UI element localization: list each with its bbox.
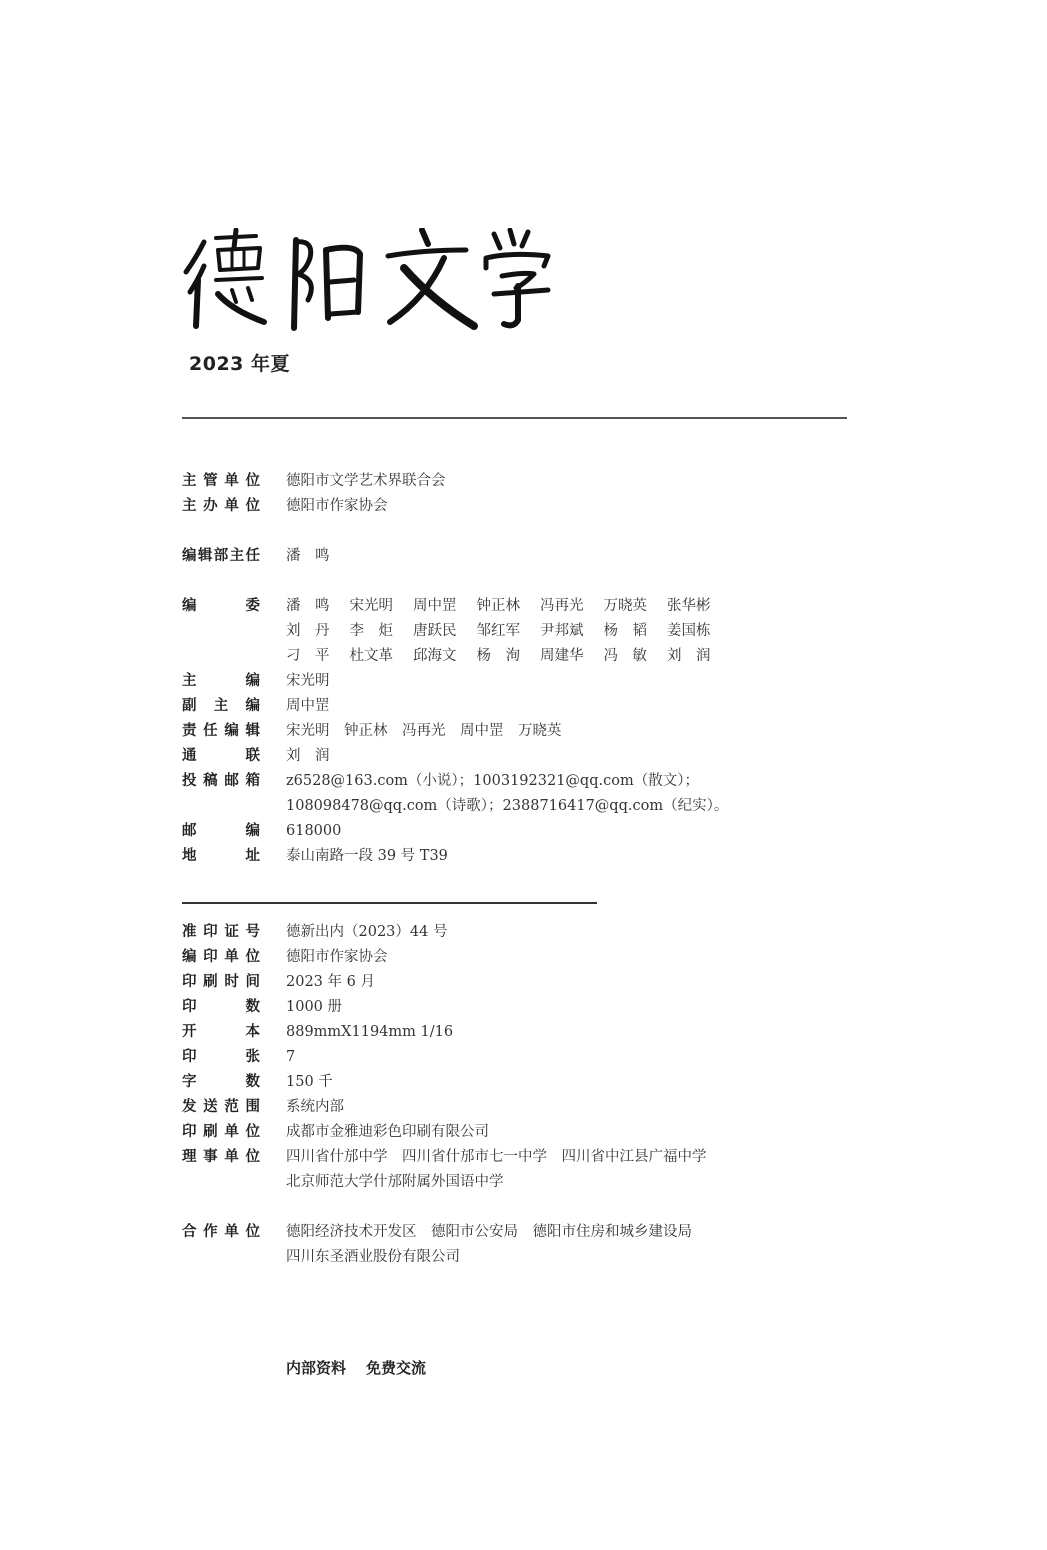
field-value-line: 北京师范大学什邡附属外国语中学 [286,1174,504,1190]
field-value-line: z6528@163.com（小说）；1003192321@qq.com（散文）； [286,773,699,789]
info-row [182,719,942,744]
field-value-line: 2023 年 6 月 [286,974,375,990]
info-row [182,1095,942,1120]
field-label: 印刷单位 [182,1124,260,1140]
info-row [182,1045,942,1070]
committee-row [182,594,942,669]
committee-member: 姜国栋 [667,623,711,639]
sponsor-row [182,469,942,494]
field-value: 德阳市文学艺术界联合会 [286,473,446,489]
field-value-line: 宋光明 钟正林 冯再光 周中罡 万晓英 [286,723,562,739]
editorial-section [182,594,942,869]
info-row [182,694,942,719]
top-divider [182,417,847,419]
committee-names [286,594,731,669]
masthead-logo [182,228,562,332]
info-row [182,1145,942,1195]
field-label: 印刷时间 [182,974,260,990]
info-row [182,945,942,970]
field-value [286,1120,489,1145]
field-label: 印 张 [182,1049,260,1065]
field-value [286,1095,344,1120]
field-value-line: 成都市金雅迪彩色印刷有限公司 [286,1124,489,1140]
committee-member: 冯再光 [540,598,584,614]
committee-member: 万晓英 [603,598,647,614]
field-label: 编印单位 [182,949,260,965]
field-value-line: 889mmX1194mm 1/16 [286,1024,454,1040]
committee-member: 邱海文 [413,648,457,664]
field-value [286,819,341,844]
info-row [182,1220,942,1270]
field-value [286,945,388,970]
info-row [182,920,942,945]
committee-member: 唐跃民 [413,623,457,639]
field-label: 主管单位 [182,473,260,489]
field-label: 开 本 [182,1024,260,1040]
committee-member: 杜文革 [349,648,393,664]
sponsor-row [182,494,942,519]
field-label: 合作单位 [182,1224,260,1240]
field-value-line: 系统内部 [286,1099,344,1115]
committee-member: 尹邦斌 [540,623,584,639]
field-value-line: 德新出内（2023）44 号 [286,924,448,940]
field-label: 投稿邮箱 [182,773,260,789]
field-value-line: 150 千 [286,1074,333,1090]
committee-member: 刁 平 [286,648,330,664]
info-row [182,769,942,819]
print-section [182,920,942,1195]
field-value [286,1020,453,1045]
middle-divider [182,902,597,904]
field-value-line: 泰山南路一段 39 号 T39 [286,848,448,864]
committee-member: 李 炬 [349,623,393,639]
field-value [286,769,728,819]
field-value-line: 德阳经济技术开发区 德阳市公安局 德阳市住房和城乡建设局 [286,1224,692,1240]
field-label: 副 主 编 [182,698,260,714]
field-value-line: 7 [286,1049,296,1065]
field-value-line: 刘 润 [286,748,330,764]
field-value [286,1045,295,1070]
field-value-line: 四川省什邡中学 四川省什邡市七一中学 四川省中江县广福中学 [286,1149,707,1165]
info-row [182,744,942,769]
field-value [286,995,342,1020]
field-value: 潘 鸣 [286,548,330,564]
field-value-line: 108098478@qq.com（诗歌）；2388716417@qq.com（纪实）。 [286,798,729,814]
field-value [286,694,330,719]
editors-rows [182,669,942,869]
field-value-line: 周中罡 [286,698,330,714]
committee-member: 冯 敏 [603,648,647,664]
field-value [286,1145,707,1195]
field-value-line: 四川东圣酒业股份有限公司 [286,1249,460,1265]
field-value [286,970,375,995]
field-value-line: 宋光明 [286,673,330,689]
field-label: 责任编辑 [182,723,260,739]
committee-member: 周中罡 [413,598,457,614]
committee-member: 钟正林 [476,598,520,614]
info-row [182,844,942,869]
director-row [182,544,942,569]
committee-member: 刘 润 [667,648,711,664]
committee-member: 杨 洵 [476,648,520,664]
info-row [182,1020,942,1045]
field-label: 地 址 [182,848,260,864]
committee-member: 邹红军 [476,623,520,639]
field-value [286,744,330,769]
partner-section [182,1220,942,1270]
field-label: 通 联 [182,748,260,764]
footer-internal: 内部资料 [286,1359,347,1377]
field-label: 字 数 [182,1074,260,1090]
info-row [182,995,942,1020]
field-value [286,844,448,869]
field-value: 德阳市作家协会 [286,498,388,514]
field-value-line: 1000 册 [286,999,343,1015]
field-value [286,1070,333,1095]
field-label: 发送范围 [182,1099,260,1115]
committee-member: 刘 丹 [286,623,330,639]
field-value-line: 618000 [286,823,342,839]
committee-member: 张华彬 [667,598,711,614]
field-value-line: 德阳市作家协会 [286,949,388,965]
field-label: 准印证号 [182,924,260,940]
footer-free: 免费交流 [366,1359,427,1377]
committee-member: 宋光明 [349,598,393,614]
info-row [182,669,942,694]
info-row [182,1120,942,1145]
field-label: 印 数 [182,999,260,1015]
info-row [182,1070,942,1095]
info-row [182,819,942,844]
footer-note [286,1357,426,1378]
field-label: 理事单位 [182,1149,260,1165]
field-label: 主办单位 [182,498,260,514]
issue-label: 2023 年夏 [189,353,290,375]
director-section [182,544,942,569]
field-label: 编辑部主任 [182,548,260,564]
field-value [286,920,447,945]
field-value [286,669,330,694]
committee-member: 潘 鸣 [286,598,330,614]
sponsor-section [182,469,942,519]
committee-member: 周建华 [540,648,584,664]
calligraphy-logo-icon [182,228,562,332]
field-label: 编 委 [182,598,260,614]
field-label: 邮 编 [182,823,260,839]
committee-member: 杨 韬 [603,623,647,639]
field-value [286,719,562,744]
info-row [182,970,942,995]
field-value [286,1220,692,1270]
field-label: 主 编 [182,673,260,689]
